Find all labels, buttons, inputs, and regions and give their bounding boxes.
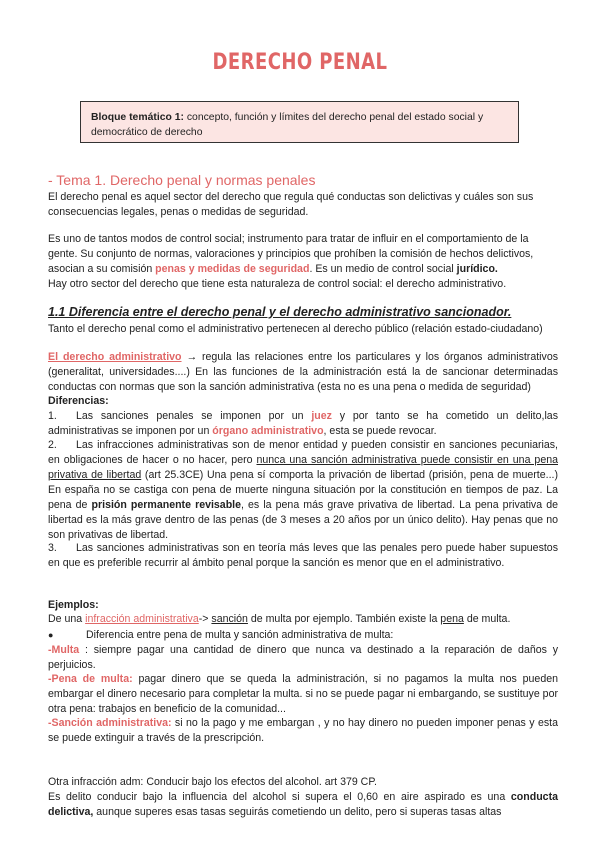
tema1-p2-text: Es uno de tantos modos de control social; instrumento para tratar de influir en el comportamiento de la gente. Su conjunto de normas, valoraciones y principios que prohíben la comisión de hechos delictivos, asocian a su comisión <box>48 233 534 275</box>
ej-text-d: de multa. <box>463 613 511 625</box>
ej-bullet-text: Diferencia entre pena de multa y sanción administrativa de multa: <box>86 629 394 641</box>
sancion-adm-label: -Sanción administrativa: <box>48 717 172 729</box>
multa-definition <box>48 643 558 673</box>
alcohol-bold: conducta delictiva, <box>48 791 558 818</box>
diferencia-2 <box>48 438 558 543</box>
bloque-label: Bloque temático 1: <box>91 112 184 123</box>
ej-pena: pena <box>440 613 464 625</box>
d2-text-b: (art 25.3CE) Una pena sí comporta la privación de libertad (prisión, pena de muerte...) En españa no se castiga con pena de muerte ninguna situación por la constitución en tiempos de paz. La pena de <box>48 469 558 511</box>
diferencia-1 <box>48 409 558 439</box>
d1-text-b: y por tanto se ha cometido un delito,las administrativas se imponen por un <box>48 410 558 437</box>
alcohol-text-b: aunque superes esas tasas seguirás cometiendo un delito, pero si superas tasas altas <box>93 806 502 818</box>
administrativo-text: → regula las relaciones entre los particulares y los órganos administrativos (generalitat, universidades....) En las funciones de la administración está la de sancionar determinadas conductas con normas que son la sanción administrativa (esta no es una pena o medida de seguridad) <box>48 351 559 393</box>
d2-bold: prisión permanente revisable <box>91 499 242 511</box>
section-intro: Tanto el derecho penal como el administrativo pertenecen al derecho público (relación estado-ciudadano) <box>48 323 543 335</box>
otra-infraccion-line: Otra infracción adm: Conducir bajo los efectos del alcohol. art 379 CP. <box>48 776 377 788</box>
bloque-text: concepto, función y límites del derecho penal del estado social y democrático de derecho <box>91 112 484 138</box>
tema1-p2-text-b: . Es un medio de control social <box>309 263 457 275</box>
sancion-adm-definition <box>48 716 558 746</box>
tema1-heading: - Tema 1. Derecho penal y normas penales <box>48 172 316 188</box>
bullet-icon: ● <box>48 630 54 640</box>
ejemplos-line-1 <box>48 612 558 627</box>
administrativo-label: El derecho administrativo <box>48 351 182 363</box>
diferencia-3 <box>48 541 558 571</box>
pena-multa-label: -Pena de multa: <box>48 673 133 685</box>
multa-text: : siempre pagar una cantidad de dinero que nunca va destinado a la reparación de daños y perjuicios. <box>48 644 558 671</box>
ejemplos-label: Ejemplos: <box>48 599 99 611</box>
bloque-tematico-box <box>80 101 519 143</box>
ej-text-a: De una <box>48 613 86 625</box>
administrativo-paragraph <box>48 350 558 395</box>
list-number: 2. <box>48 439 57 451</box>
list-number: 1. <box>48 410 57 422</box>
d2-underlined: nunca una sanción administrativa puede consistir en una pena privativa de libertad <box>48 454 558 481</box>
d2-text-a: Las infracciones administrativas son de menor entidad y pueden consistir en sanciones pecuniarias, en obligaciones de hacer o no hacer, pero <box>48 439 558 466</box>
d3-text: Las sanciones administrativas son en teoría más leves que las penales pero puede haber supuestos en que es preferible recurrir al ámbito penal porque la sanción es menor que en el administrativo. <box>48 542 558 569</box>
multa-label: -Multa <box>48 644 80 656</box>
tema1-p2-bold: jurídico. <box>456 263 498 275</box>
tema1-paragraph-1: El derecho penal es aquel sector del derecho que regula qué conductas son delictivas y cuáles son sus consecuencias legales, penas o medidas de seguridad. <box>48 191 534 218</box>
ej-infraccion: infracción administrativa <box>85 613 199 625</box>
d1-text-c: , esta se puede revocar. <box>323 425 437 437</box>
pena-multa-definition <box>48 672 558 717</box>
pena-multa-text: pagar dinero que se queda la administración, si no pagamos la multa nos pueden embargar el dinero necesario para completar la multa. si no se puede pagar ni embargando, se sustituye por otra pena: trabajos en beneficio de la comunidad... <box>48 673 558 715</box>
section-1-1-heading: 1.1 Diferencia entre el derecho penal y el derecho administrativo sancionador. <box>48 305 512 319</box>
tema1-paragraph-2 <box>48 232 558 277</box>
alcohol-paragraph <box>48 790 558 820</box>
tema1-p2-highlight: penas y medidas de seguridad <box>155 263 310 275</box>
d1-organo: órgano administrativo <box>212 425 324 437</box>
diferencias-label: Diferencias: <box>48 395 109 407</box>
tema1-paragraph-3: Hay otro sector del derecho que tiene esta naturaleza de control social: el derecho administrativo. <box>48 278 507 290</box>
ej-text-c: de multa por ejemplo. También existe la <box>247 613 441 625</box>
alcohol-text-a: Es delito conducir bajo la influencia del alcohol si supera el 0,60 en aire aspirado es una <box>48 791 511 803</box>
d2-text-c: , es la pena más grave privativa de libertad. La pena privativa de libertad es la más grave dentro de las penas (de 3 meses a 20 años por un único delito). Hay penas que no son privativas de libertad. <box>48 499 558 541</box>
list-number: 3. <box>48 542 57 554</box>
sancion-adm-text: si no la pago y me embargan , y no hay dinero no pueden imponer penas y esta se puede extinguir a través de la prescripción. <box>48 717 558 744</box>
ej-sancion: sanción <box>211 613 248 625</box>
d1-juez: juez <box>311 410 332 422</box>
ej-arrow: -> <box>198 613 212 625</box>
d1-text-a: Las sanciones penales se imponen por un <box>76 410 312 422</box>
ejemplos-bullet-line <box>48 628 558 643</box>
page-title: DERECHO PENAL <box>212 50 388 75</box>
